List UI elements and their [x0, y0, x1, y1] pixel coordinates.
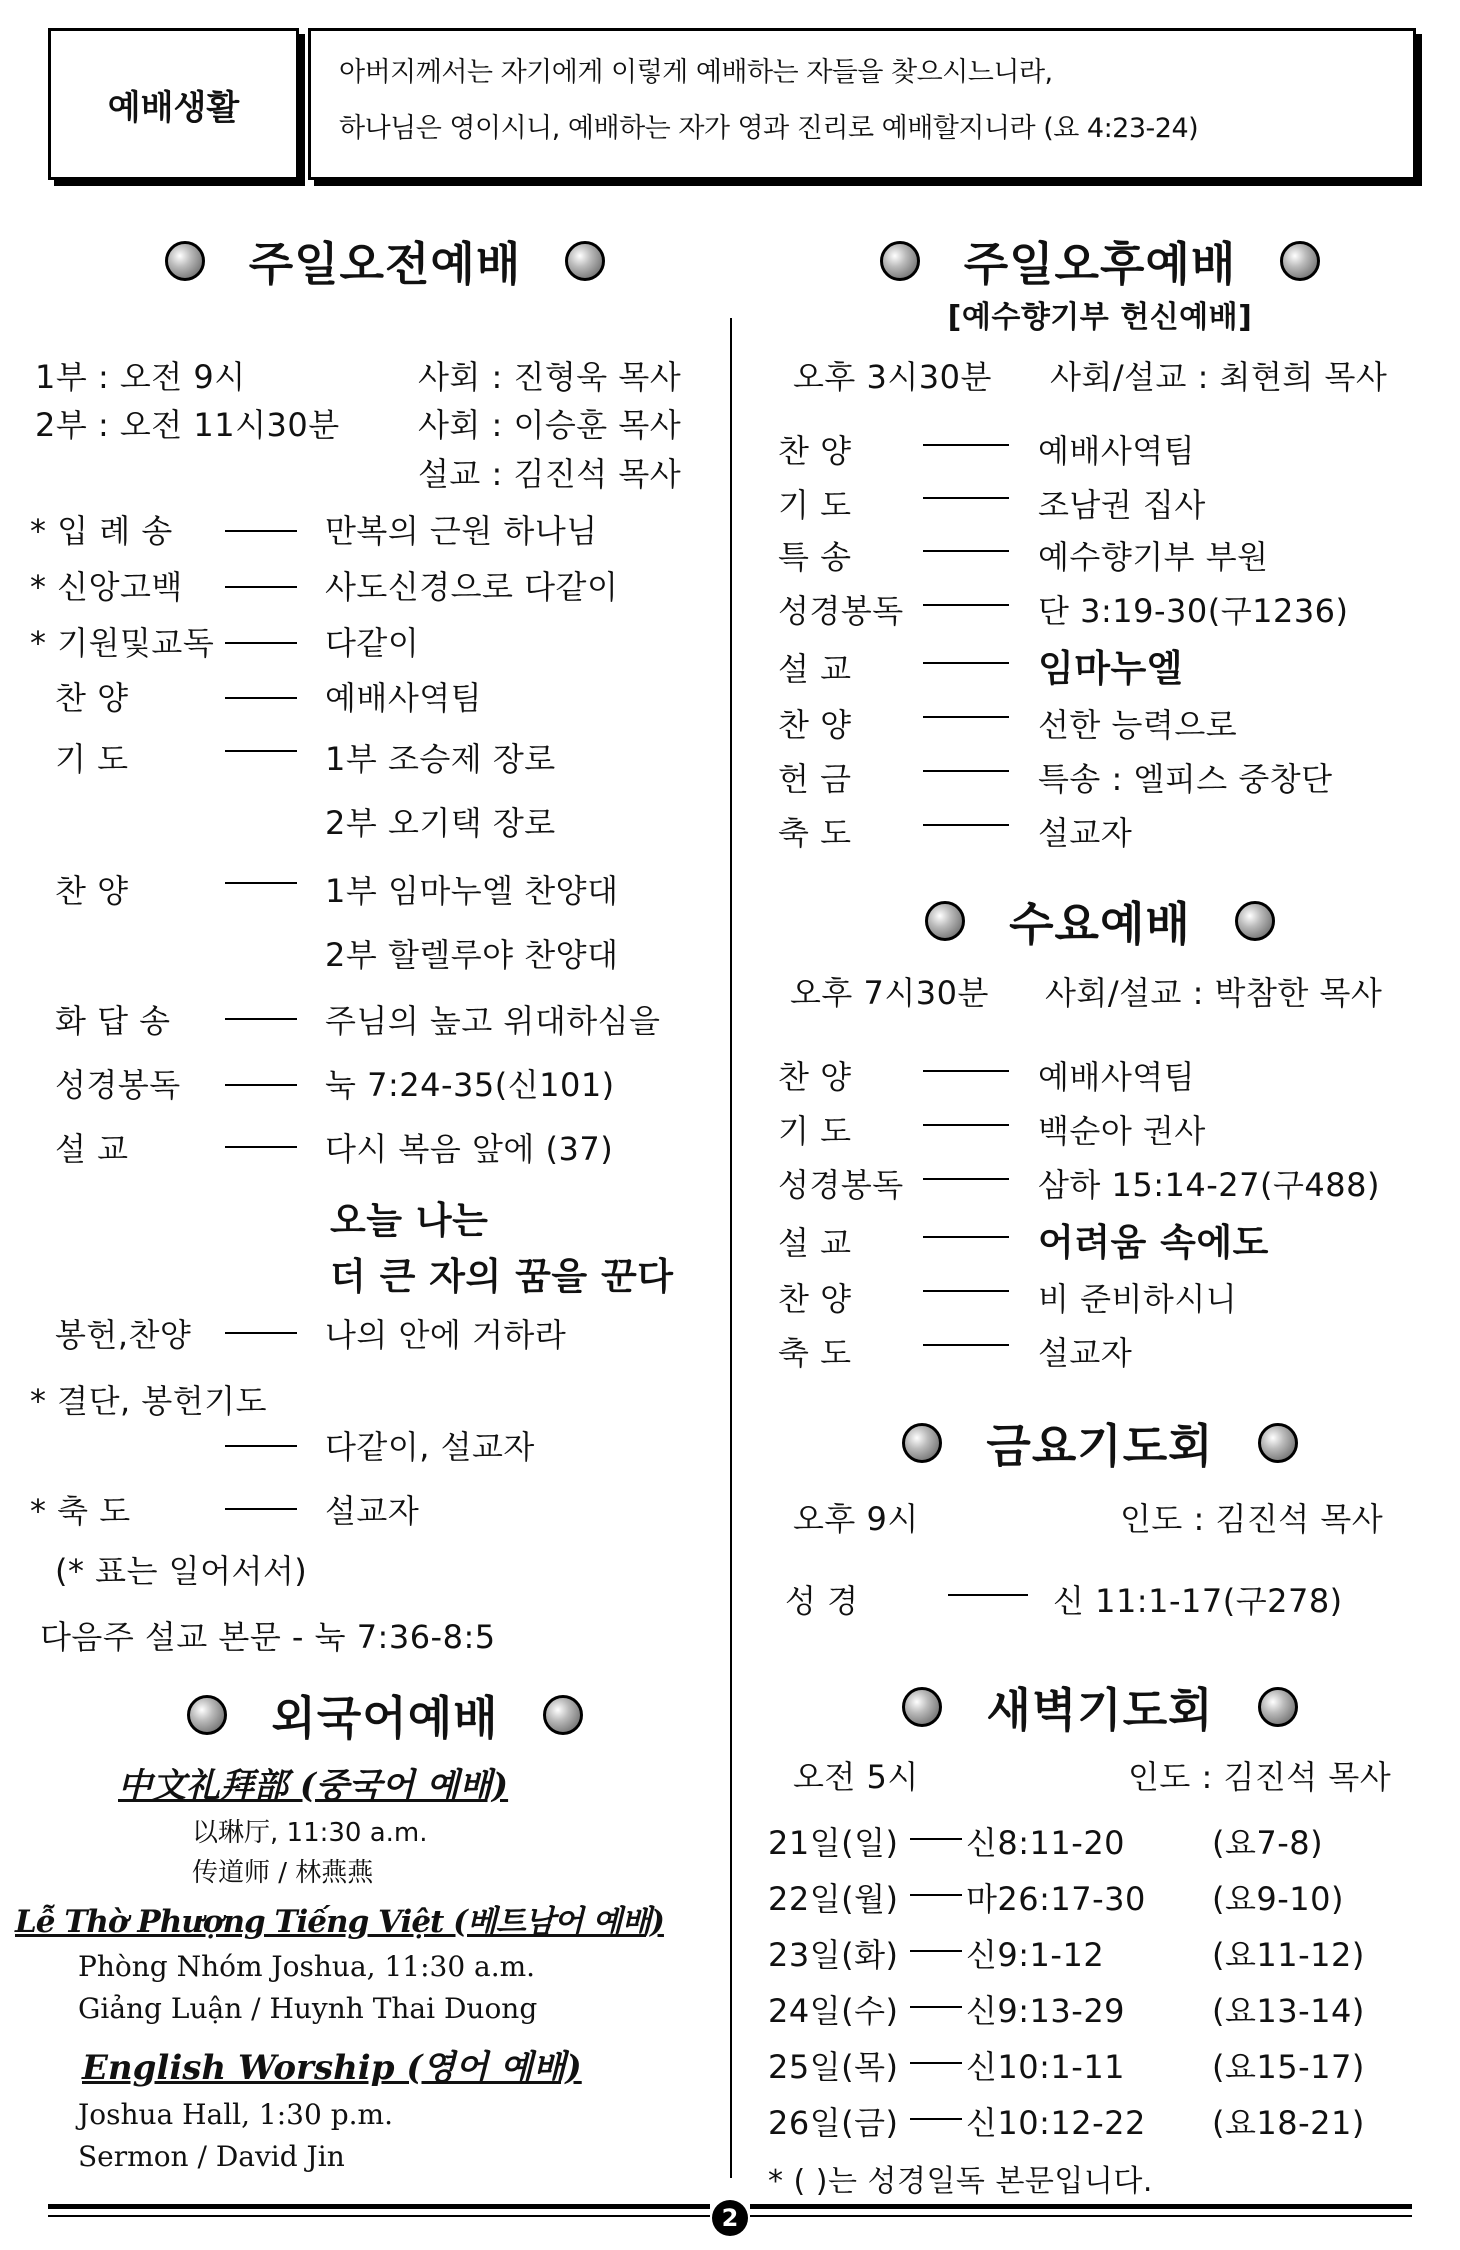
wednesday-time: 오후 7시30분 — [790, 974, 989, 1012]
dawn-row-ref: (요11-12) — [1212, 1936, 1365, 1974]
bullet-ball-icon — [165, 241, 205, 281]
dash-line — [923, 1236, 1009, 1238]
order-value: 주님의 높고 위대하심을 — [325, 1002, 661, 1040]
order-value: 예수향기부 부원 — [1038, 538, 1269, 576]
dash-line — [923, 662, 1009, 664]
order-label: * 입 례 송 — [30, 512, 173, 550]
friday-leader: 인도 : 김진석 목사 — [1120, 1500, 1384, 1538]
order-label: 성경봉독 — [778, 1166, 904, 1204]
dash-line — [910, 2062, 962, 2064]
bullet-ball-icon — [925, 901, 965, 941]
order-value: 만복의 근원 하나님 — [325, 512, 598, 550]
dash-line — [923, 1290, 1009, 1292]
afternoon-host: 사회/설교 : 최현희 목사 — [1050, 358, 1388, 396]
chinese-service-line2: 传道师 / 林燕燕 — [192, 1858, 374, 1888]
dash-line — [910, 1838, 962, 1840]
dash-line — [923, 1178, 1009, 1180]
order-label: 특 송 — [778, 538, 852, 576]
dawn-row-day: 22일(월) — [768, 1880, 899, 1918]
chinese-service-title: 中文礼拜部 (중국어 예배) — [118, 1766, 509, 1806]
dash-line — [923, 824, 1009, 826]
header-verse-line2: 하나님은 영이시니, 예배하는 자가 영과 진리로 예배할지니라 (요 4:23-24) — [339, 113, 1199, 144]
afternoon-subtitle: [예수향기부 헌신예배] — [947, 300, 1253, 335]
bullet-ball-icon — [1280, 241, 1320, 281]
dash-line — [225, 642, 297, 644]
order-label: 성경봉독 — [778, 592, 904, 630]
bullet-ball-icon — [1258, 1423, 1298, 1463]
page-number-badge — [712, 2200, 748, 2236]
friday-time: 오후 9시 — [793, 1500, 919, 1538]
order-label: 설 교 — [55, 1130, 129, 1168]
wednesday-host: 사회/설교 : 박참한 목사 — [1045, 974, 1383, 1012]
dawn-section-title — [760, 1672, 1440, 1742]
order-label: 축 도 — [778, 814, 852, 852]
dash-line — [910, 2118, 962, 2120]
dash-line — [225, 1084, 297, 1086]
afternoon-section-title — [760, 226, 1440, 296]
dawn-row-text: 신10:12-22 — [966, 2104, 1146, 2142]
wednesday-sermon-title: 어려움 속에도 — [1038, 1221, 1269, 1264]
order-value: 눅 7:24-35(신101) — [325, 1066, 615, 1104]
dawn-title: 새벽기도회 — [986, 1683, 1214, 1737]
order-value: 삼하 15:14-27(구488) — [1038, 1166, 1380, 1204]
order-value: 예배사역팀 — [1038, 432, 1196, 470]
order-label: 찬 양 — [778, 1058, 852, 1096]
column-divider — [730, 318, 732, 2178]
dash-line — [225, 586, 297, 588]
order-label: 찬 양 — [778, 1280, 852, 1318]
order-value: 1부 조승제 장로 — [325, 740, 556, 778]
english-service-title: English Worship (영어 예배) — [82, 2048, 582, 2088]
dash-line — [923, 444, 1009, 446]
benediction-value: 설교자 — [325, 1492, 420, 1530]
footer-rule-left — [48, 2204, 710, 2217]
dawn-row-text: 신9:1-12 — [966, 1936, 1105, 1974]
dash-line — [923, 550, 1009, 552]
decision-label: * 결단, 봉헌기도 — [30, 1382, 267, 1420]
dawn-row-ref: (요13-14) — [1212, 1992, 1365, 2030]
dawn-row-day: 26일(금) — [768, 2104, 899, 2142]
dawn-row-day: 24일(수) — [768, 1992, 899, 2030]
bullet-ball-icon — [1235, 901, 1275, 941]
benediction-label: * 축 도 — [30, 1492, 131, 1530]
order-value: 예배사역팀 — [1038, 1058, 1196, 1096]
order-label: 성경봉독 — [55, 1066, 181, 1104]
morning-title: 주일오전예배 — [248, 237, 522, 291]
dash-line — [910, 1950, 962, 1952]
dawn-leader: 인도 : 김진석 목사 — [1128, 1758, 1392, 1796]
morning-sermon-by: 설교 : 김진석 목사 — [418, 455, 682, 493]
header-verse-box — [308, 28, 1416, 180]
dash-line — [923, 716, 1009, 718]
dash-line — [923, 497, 1009, 499]
dash-line — [923, 1124, 1009, 1126]
dawn-row-ref: (요9-10) — [1212, 1880, 1345, 1918]
morning-host1: 사회 : 진형욱 목사 — [418, 358, 682, 396]
order-label: 기 도 — [778, 486, 852, 524]
order-label: * 기원및교독 — [30, 624, 215, 662]
vietnamese-service-line2: Giảng Luận / Huynh Thai Duong — [78, 1992, 538, 2025]
dash-line — [923, 1344, 1009, 1346]
order-value: 설교자 — [1038, 814, 1133, 852]
order-value: 설교자 — [1038, 1334, 1133, 1372]
dawn-time: 오전 5시 — [793, 1758, 919, 1796]
order-label: 봉헌,찬양 — [55, 1316, 192, 1354]
dash-line — [948, 1594, 1028, 1596]
order-label: 축 도 — [778, 1334, 852, 1372]
dash-line — [910, 1894, 962, 1896]
wednesday-section-title — [760, 886, 1440, 956]
order-label: 화 답 송 — [55, 1002, 171, 1040]
header-verse-line1: 아버지께서는 자기에게 이렇게 예배하는 자들을 찾으시느니라, — [339, 57, 1053, 88]
standing-note: (* 표는 일어서서) — [55, 1552, 308, 1590]
order-label: 찬 양 — [55, 679, 129, 717]
order-value: 2부 할렐루야 찬양대 — [325, 936, 619, 974]
dash-line — [225, 1332, 297, 1334]
dawn-row-day: 25일(목) — [768, 2048, 899, 2086]
order-value: 백순아 권사 — [1038, 1112, 1206, 1150]
morning-sermon-title-1: 오늘 나는 — [330, 1199, 489, 1242]
order-value: 1부 임마누엘 찬양대 — [325, 872, 619, 910]
english-service-line1: Joshua Hall, 1:30 p.m. — [78, 2098, 393, 2131]
morning-host2: 사회 : 이승훈 목사 — [418, 406, 682, 444]
order-value: 선한 능력으로 — [1038, 706, 1238, 744]
order-label: * 신앙고백 — [30, 568, 183, 606]
order-label: 설 교 — [778, 650, 852, 688]
dawn-row-text: 신8:11-20 — [966, 1824, 1126, 1862]
header-title: 예배생활 — [107, 87, 240, 128]
order-value: 특송 : 엘피스 중창단 — [1038, 760, 1333, 798]
order-value: 다시 복음 앞에 (37) — [325, 1130, 614, 1168]
morning-sermon-title-2: 더 큰 자의 꿈을 꾼다 — [330, 1255, 674, 1298]
order-label: 헌 금 — [778, 760, 852, 798]
dawn-row-text: 마26:17-30 — [966, 1880, 1146, 1918]
dash-line — [910, 2006, 962, 2008]
order-label: 찬 양 — [778, 432, 852, 470]
bullet-ball-icon — [187, 1695, 227, 1735]
vietnamese-service-line1: Phòng Nhóm Joshua, 11:30 a.m. — [78, 1950, 536, 1983]
english-service-line2: Sermon / David Jin — [78, 2140, 345, 2173]
bullet-ball-icon — [543, 1695, 583, 1735]
dash-line — [225, 1445, 297, 1447]
order-value: 사도신경으로 다같이 — [325, 568, 619, 606]
next-week-text: 다음주 설교 본문 - 눅 7:36-8:5 — [40, 1618, 496, 1656]
dash-line — [225, 882, 297, 884]
footer-rule-right — [750, 2204, 1412, 2217]
order-label: 찬 양 — [55, 872, 129, 910]
dash-line — [923, 770, 1009, 772]
dawn-row-day: 21일(일) — [768, 1824, 899, 1862]
order-value: 단 3:19-30(구1236) — [1038, 592, 1349, 630]
friday-title: 금요기도회 — [986, 1419, 1214, 1473]
order-value: 조남권 집사 — [1038, 486, 1206, 524]
afternoon-title: 주일오후예배 — [963, 237, 1237, 291]
foreign-section-title — [60, 1680, 710, 1750]
order-value: 2부 오기택 장로 — [325, 804, 556, 842]
order-label: 찬 양 — [778, 706, 852, 744]
dawn-row-text: 신10:1-11 — [966, 2048, 1126, 2086]
dawn-row-ref: (요7-8) — [1212, 1824, 1324, 1862]
order-value: 예배사역팀 — [325, 679, 483, 717]
dash-line — [923, 1070, 1009, 1072]
friday-section-title — [760, 1408, 1440, 1478]
dawn-row-text: 신9:13-29 — [966, 1992, 1126, 2030]
dash-line — [225, 1146, 297, 1148]
order-value: 다같이 — [325, 624, 420, 662]
dash-line — [225, 1508, 297, 1510]
foreign-title: 외국어예배 — [271, 1691, 499, 1745]
header-title-box — [48, 28, 299, 180]
dash-line — [923, 604, 1009, 606]
order-label: 설 교 — [778, 1224, 852, 1262]
dash-line — [225, 530, 297, 532]
dash-line — [225, 1018, 297, 1020]
order-label: 기 도 — [55, 740, 129, 778]
vietnamese-service-title: Lễ Thờ Phượng Tiếng Việt (베트남어 예배) — [15, 1904, 664, 1940]
order-value: 나의 안에 거하라 — [325, 1316, 567, 1354]
order-label: 기 도 — [778, 1112, 852, 1150]
morning-part1: 1부 : 오전 9시 — [35, 358, 246, 396]
afternoon-time: 오후 3시30분 — [793, 358, 992, 396]
dash-line — [225, 750, 297, 752]
bullet-ball-icon — [1258, 1687, 1298, 1727]
bullet-ball-icon — [902, 1687, 942, 1727]
morning-section-title — [60, 226, 710, 296]
page-number: 2 — [721, 2204, 739, 2232]
friday-scripture-value: 신 11:1-17(구278) — [1053, 1582, 1343, 1620]
morning-part2: 2부 : 오전 11시30분 — [35, 406, 340, 444]
bullet-ball-icon — [880, 241, 920, 281]
decision-value: 다같이, 설교자 — [325, 1428, 535, 1466]
dawn-row-ref: (요18-21) — [1212, 2104, 1365, 2142]
order-value: 비 준비하시니 — [1038, 1280, 1238, 1318]
wednesday-title: 수요예배 — [1009, 897, 1191, 951]
dawn-row-ref: (요15-17) — [1212, 2048, 1365, 2086]
bullet-ball-icon — [565, 241, 605, 281]
dawn-note: * ( )는 성경일독 본문입니다. — [768, 2164, 1153, 2199]
afternoon-sermon-title: 임마누엘 — [1038, 647, 1183, 690]
chinese-service-line1: 以琳厅, 11:30 a.m. — [192, 1818, 428, 1848]
friday-scripture-label: 성 경 — [785, 1582, 859, 1620]
bullet-ball-icon — [902, 1423, 942, 1463]
dash-line — [225, 697, 297, 699]
dawn-row-day: 23일(화) — [768, 1936, 899, 1974]
